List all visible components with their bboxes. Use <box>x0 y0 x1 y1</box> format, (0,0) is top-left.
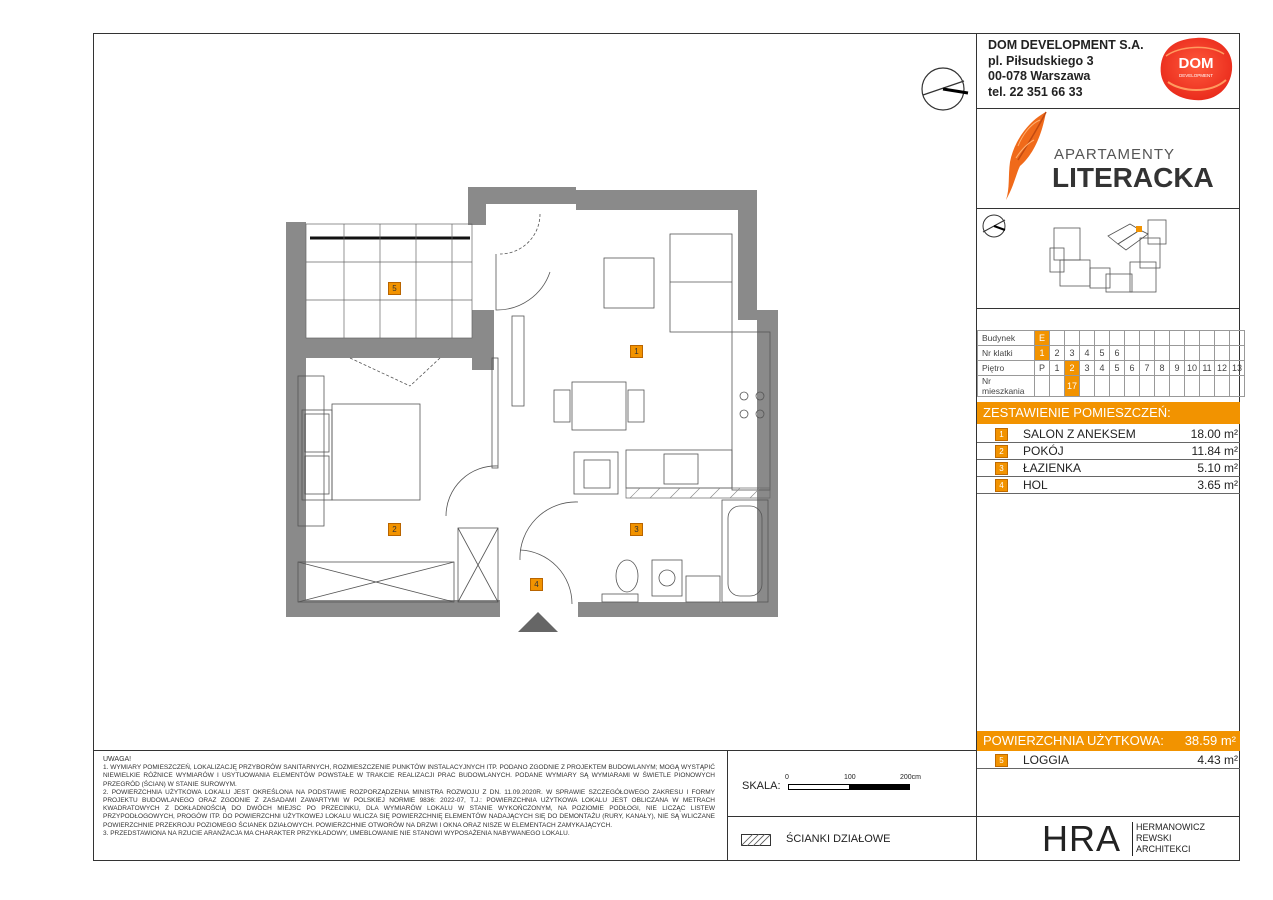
cell: 5 <box>1095 346 1110 361</box>
table-row <box>978 376 1245 397</box>
cell: 12 <box>1215 361 1230 376</box>
logo-text: DOM <box>1178 55 1214 72</box>
scale-bar <box>788 784 910 790</box>
divider <box>727 750 728 861</box>
note-item: 1. WYMIARY POMIESZCZEŃ, LOKALIZACJĘ PRZYBORÓW SANITARNYCH, ROZMIESZCZENIE PUNKTÓW INSTALACYJNYCH ITP. PODANO ZGODNIE Z PROJEKTEM BUDOWLANYM; MOGĄ WYSTĄPIĆ NIEWIELKIE RÓŻNICE WYMIARÓW I USYTUOWANIA ELEMENTÓW POWSTAŁE W TRAKCIE REALIZACJI PRAC BUDOWLANYCH. PODANE WYMIARY SĄ WYMIARAMI W ŚWIETLE PIONOWYCH PRZEGRÓD (ŚCIAN) W STANIE SUROWYM. <box>103 764 715 788</box>
room-name: HOL <box>1023 478 1048 492</box>
room-row <box>977 426 1240 443</box>
cell: 6 <box>1125 361 1140 376</box>
row-label: Budynek <box>978 331 1035 346</box>
table-row <box>978 346 1245 361</box>
plan-label-salon: 1 <box>630 345 643 358</box>
room-area: 11.84 m² <box>1191 444 1238 458</box>
room-area: 18.00 m² <box>1190 427 1238 441</box>
feather-icon <box>1000 110 1052 202</box>
divider <box>976 308 1240 309</box>
cell: P <box>1035 361 1050 376</box>
cell: E <box>1035 331 1050 346</box>
cell: 1 <box>1050 361 1065 376</box>
compass-icon <box>918 65 970 113</box>
project-logo <box>1000 110 1230 205</box>
architect-name <box>1136 822 1205 855</box>
cell: 7 <box>1140 361 1155 376</box>
divider <box>727 816 977 817</box>
cell: 6 <box>1110 346 1125 361</box>
logo-subtext: DEVELOPMENT <box>1178 73 1214 78</box>
floor-plan <box>280 185 780 635</box>
cell: 5 <box>1110 361 1125 376</box>
scale-tick: 100 <box>844 774 856 781</box>
cell: 10 <box>1185 361 1200 376</box>
cell: 13 <box>1230 361 1245 376</box>
room-name: ŁAZIENKA <box>1023 461 1082 475</box>
location-table <box>977 330 1245 397</box>
company-phone: tel. 22 351 66 33 <box>988 84 1083 99</box>
usable-area-bar <box>977 731 1240 751</box>
room-row <box>977 443 1240 460</box>
dom-development-logo <box>1158 36 1234 102</box>
partition-legend-label: ŚCIANKI DZIAŁOWE <box>786 833 891 845</box>
note-item: 2. POWIERZCHNIA UŻYTKOWA LOKALU JEST OKREŚLONA NA PODSTAWIE ROZPORZĄDZENIA MINISTRA ROZWOJU Z DN. 11.09.2020R. W SPRAWIE SZCZEGÓŁOWEGO ZAKRESU I FORMY PROJEKTU BUDOWLANEGO ORAZ ZGODNIE Z ZASADAMI ZAWARTYMI W POLSKIEJ NORMIE 9836: 2022-07, T.J.: POWIERZCHNIA UŻYTKOWA LOKALU JEST OBLICZANA W METRACH KWADRATOWYCH Z DOKŁADNOŚCIĄ DO DWÓCH MIEJSC PO PRZECINKU, DLA WYMIARÓW LOKALU W STANIE WYKOŃCZONYM, NA POZIOMIE PODŁOGI, NIE LICZĄC LISTEW PRZYPODŁOGOWYCH, PROGÓW ITP. DO POWIERZCHNI UŻYTKOWEJ LOKALU WLICZA SIĘ POWIERZCHNIĘ ELEMENTÓW NADAJĄCYCH SIĘ DO DEMONTAŻU (RURY, KANAŁY), NIE SĄ WLICZANE POWIERZCHNIE PRZEKROJU POZIOMEGO ŚCIANEK DZIAŁOWYCH. POWIERZCHNIE OTWORÓW NA DRZWI I OKNA ORAZ NISZE W ELEMENTACH ZAMYKAJĄCYCH. <box>103 788 715 829</box>
room-row <box>977 460 1240 477</box>
scale-tick: 200cm <box>900 774 922 781</box>
room-area: 3.65 m² <box>1197 478 1238 492</box>
usable-area-label: POWIERZCHNIA UŻYTKOWA: <box>983 733 1164 748</box>
room-name: SALON Z ANEKSEM <box>1023 427 1136 441</box>
architect-line: REWSKI <box>1136 833 1172 843</box>
cell: 8 <box>1155 361 1170 376</box>
partition-legend-swatch <box>741 833 771 845</box>
room-area: 4.43 m² <box>1197 753 1238 767</box>
plan-label-lazienka: 3 <box>630 523 643 536</box>
cell: 3 <box>1065 346 1080 361</box>
room-number: 3 <box>995 462 1008 475</box>
row-label: Nr mieszkania <box>978 376 1035 397</box>
architect-line: ARCHITEKCI <box>1136 844 1191 854</box>
room-number: 2 <box>995 445 1008 458</box>
room-name: POKÓJ <box>1023 444 1064 458</box>
note-item: 3. PRZEDSTAWIONA NA RZUCIE ARANŻACJA MA CHARAKTER PRZYKŁADOWY, UMEBLOWANIE NIE STANOWI WYPOSAŻENIA NABYWANEGO LOKALU. <box>103 829 570 837</box>
plan-label-loggia: 5 <box>388 282 401 295</box>
notes <box>103 756 715 838</box>
cell: 2 <box>1050 346 1065 361</box>
loggia-row <box>977 752 1240 769</box>
notes-heading: UWAGA! <box>103 756 132 763</box>
divider <box>1132 822 1133 856</box>
room-number: 5 <box>995 754 1008 767</box>
scale-tick: 0 <box>785 774 789 781</box>
row-label: Piętro <box>978 361 1035 376</box>
usable-area-value: 38.59 m² <box>1184 733 1236 748</box>
plan-label-pokoj: 2 <box>388 523 401 536</box>
cell: 17 <box>1065 376 1080 397</box>
cell: 3 <box>1080 361 1095 376</box>
divider <box>976 816 1240 817</box>
company-address: pl. Piłsudskiego 3 <box>988 53 1094 68</box>
scale-label: SKALA: <box>742 780 781 792</box>
row-label: Nr klatki <box>978 346 1035 361</box>
rooms-summary-title: ZESTAWIENIE POMIESZCZEŃ: <box>977 402 1240 424</box>
room-name: LOGGIA <box>1023 753 1070 767</box>
room-number: 4 <box>995 479 1008 492</box>
company-info <box>988 38 1144 100</box>
divider <box>976 208 1240 209</box>
table-row <box>978 361 1245 376</box>
divider <box>93 750 977 751</box>
room-row <box>977 477 1240 494</box>
company-name: DOM DEVELOPMENT S.A. <box>988 38 1144 52</box>
cell: 11 <box>1200 361 1215 376</box>
cell: 9 <box>1170 361 1185 376</box>
cell: 2 <box>1065 361 1080 376</box>
cell: 1 <box>1035 346 1050 361</box>
key-plan <box>980 212 1236 306</box>
room-area: 5.10 m² <box>1197 461 1238 475</box>
architect-logo-mark: HRA <box>1042 818 1122 859</box>
room-number: 1 <box>995 428 1008 441</box>
cell: 4 <box>1095 361 1110 376</box>
plan-label-hol: 4 <box>530 578 543 591</box>
table-row <box>978 331 1245 346</box>
architect-line: HERMANOWICZ <box>1136 822 1205 832</box>
cell: 4 <box>1080 346 1095 361</box>
project-name-top: APARTAMENTY <box>1054 146 1176 163</box>
architect-logo <box>1042 818 1232 858</box>
divider <box>976 108 1240 109</box>
company-city: 00-078 Warszawa <box>988 69 1091 83</box>
project-name-main: LITERACKA <box>1052 162 1214 193</box>
